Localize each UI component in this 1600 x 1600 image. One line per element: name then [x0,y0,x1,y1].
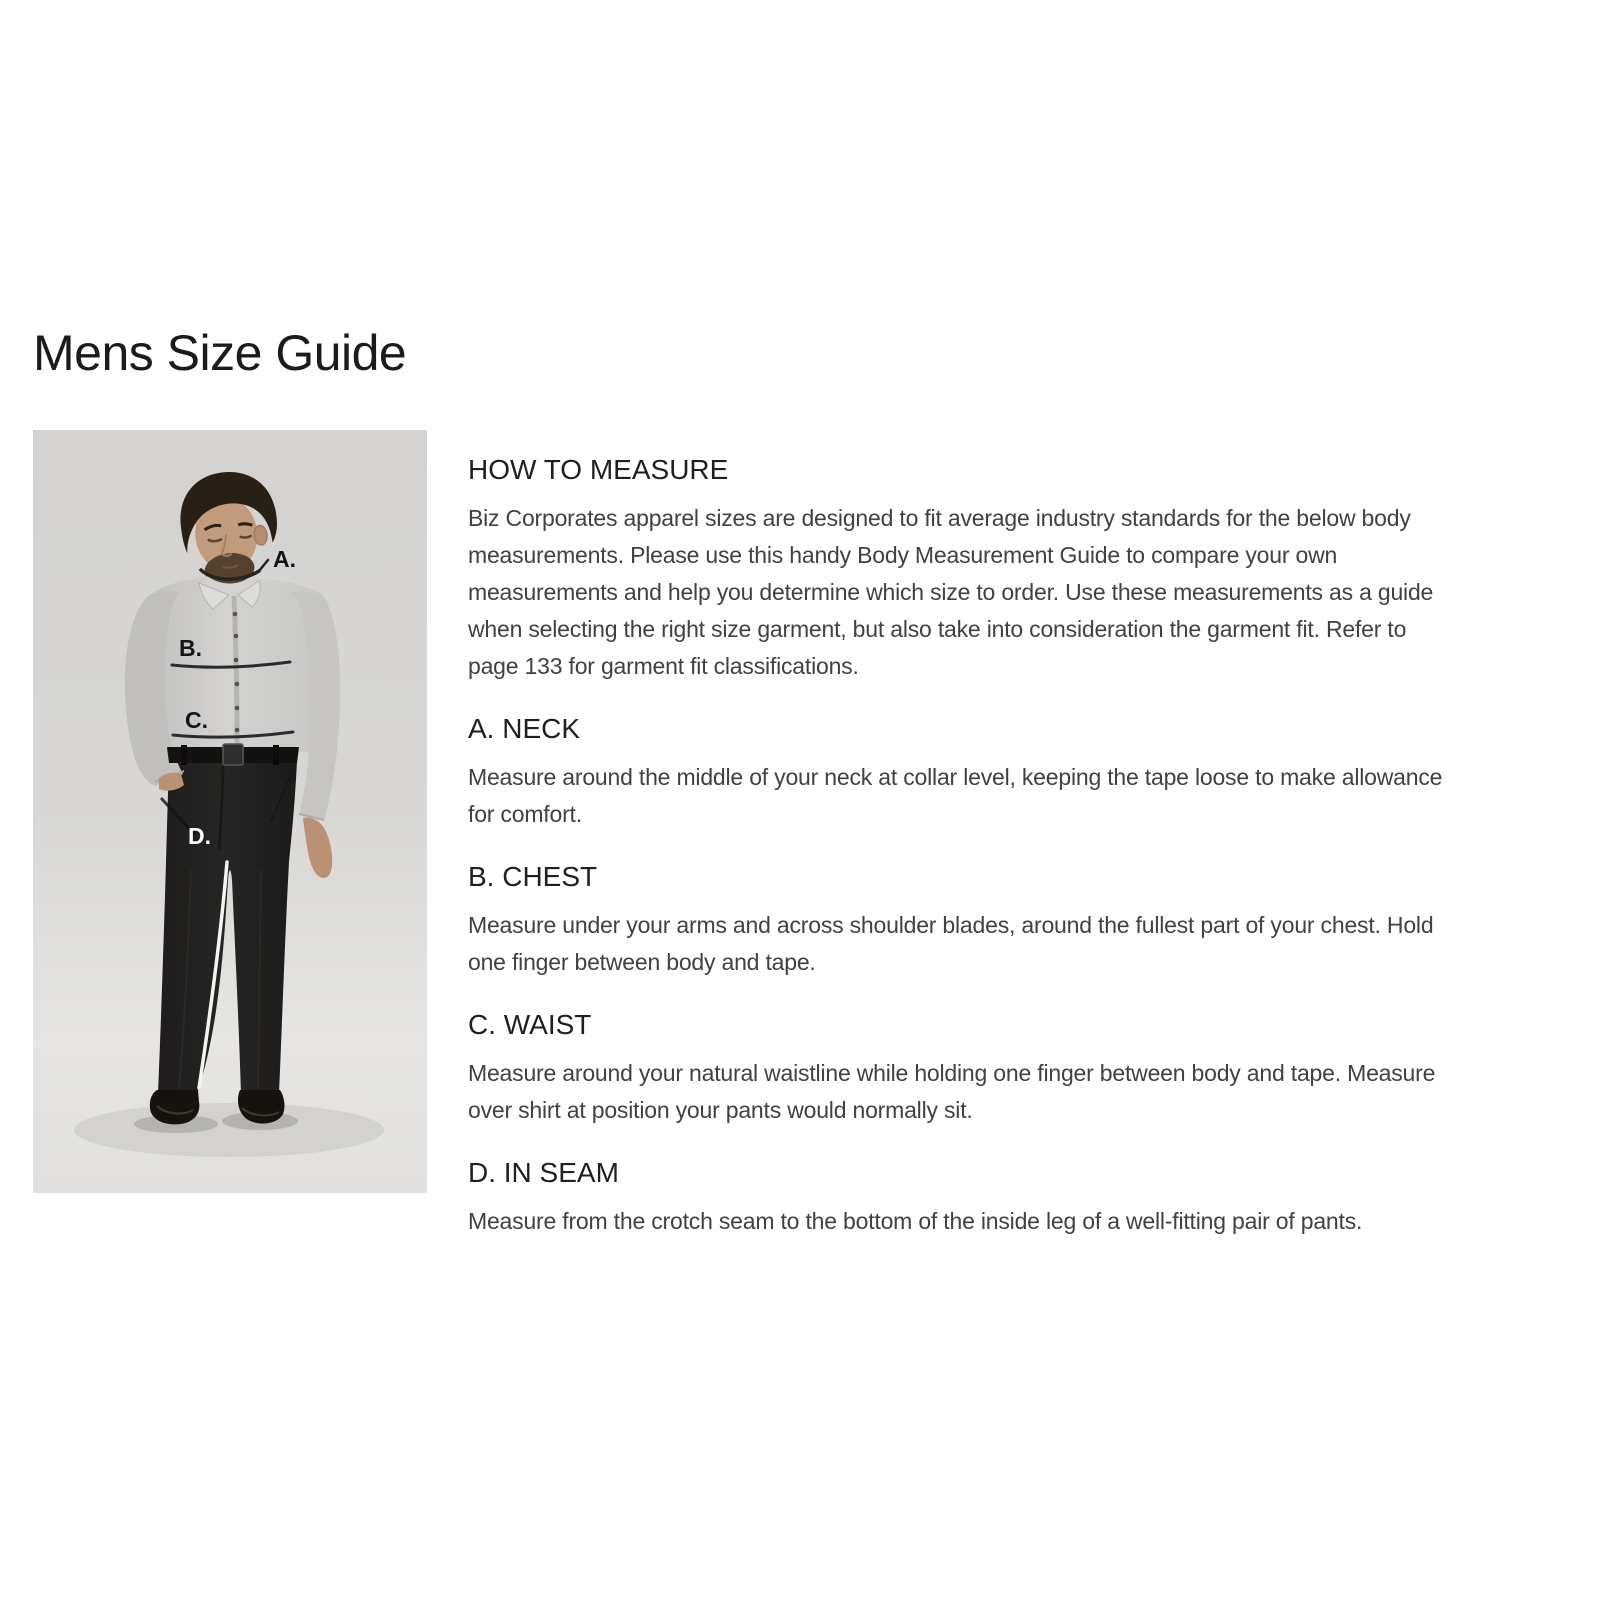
inseam-heading: D. IN SEAM [468,1157,619,1188]
model-illustration [33,430,427,1193]
label-chest: B. [179,635,202,661]
neck-heading: A. NECK [468,713,581,744]
model-belt [167,744,299,765]
section-inseam [468,1155,1448,1240]
how-to-measure-heading: HOW TO MEASURE [468,454,729,485]
how-to-measure-body: Biz Corporates apparel sizes are designed to fit average industry standards for the below body measurements. Please use this handy Body Measurement Guide to compare your own measurements and help you determine which size to order. Use these measurements as a guide when selecting the right size garment, but also take into consideration the garment fit. Refer to page 133 for garment fit classifications. [468,505,1434,679]
neck-body: Measure around the middle of your neck at collar level, keeping the tape loose to make allowance for comfort. [468,764,1443,827]
waist-body: Measure around your natural waistline while holding one finger between body and tape. Measure over shirt at position your pants would normally sit. [468,1060,1436,1123]
label-neck: A. [273,546,296,572]
inseam-body: Measure from the crotch seam to the bottom of the inside leg of a well-fitting pair of pants. [468,1208,1363,1234]
chest-body: Measure under your arms and across shoulder blades, around the fullest part of your chest. Hold one finger between body and tape. [468,912,1434,975]
measure-instructions [468,430,1448,1240]
content-row [33,430,1600,1240]
section-chest [468,859,1448,981]
section-waist [468,1007,1448,1129]
section-neck [468,711,1448,833]
measurement-photo [33,430,427,1193]
label-inseam: D. [188,823,211,849]
floor-shadow [74,1103,384,1157]
waist-heading: C. WAIST [468,1009,592,1040]
page-title: Mens Size Guide [33,325,407,381]
chest-heading: B. CHEST [468,861,598,892]
label-waist: C. [185,707,208,733]
